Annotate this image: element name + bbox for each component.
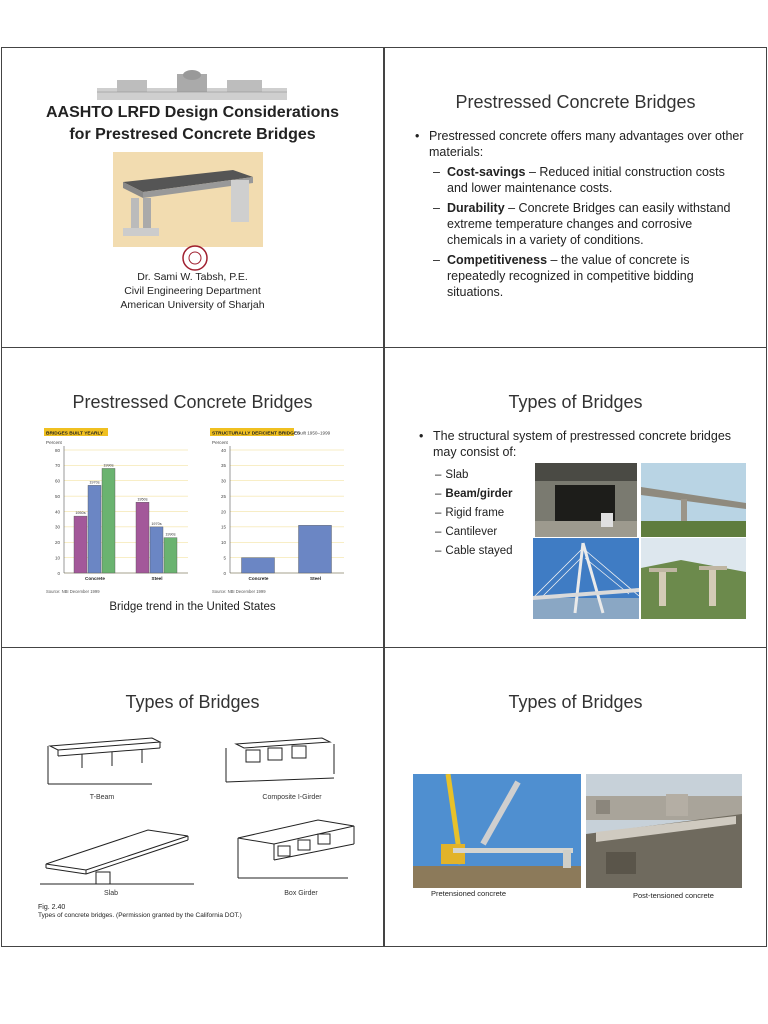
- pretensioned-photo: [413, 774, 581, 888]
- x-tick-label: Steel: [310, 576, 321, 581]
- bullet-list: [415, 128, 745, 300]
- y-tick-label: 30: [54, 524, 60, 530]
- box-girder-drawing: [228, 816, 358, 888]
- sub-bullet-durability: – Durability – Concrete Bridges can easily withstand extreme temperature changes and corrosive chemicals in a variety of conditions.: [433, 201, 731, 247]
- bridge-cover-image: [113, 152, 263, 247]
- slab-tunnel-photo: [535, 463, 637, 537]
- bar-steel-1950s: [136, 502, 149, 573]
- term-durability: Durability: [447, 201, 505, 215]
- post-tensioned-photo: [586, 774, 742, 888]
- chart-subtitle: Built 1950–1999: [297, 430, 331, 436]
- slide-title: Types of Bridges: [508, 392, 643, 412]
- list-item: – Slab: [435, 469, 469, 481]
- x-tick-label: Concrete: [85, 576, 105, 581]
- y-tick-label: 0: [57, 570, 60, 576]
- sub-text: – Reduced initial construction costs and lower maintenance costs.: [447, 165, 725, 195]
- bullet-text: Prestressed concrete offers many advantages over other materials:: [429, 129, 744, 159]
- y-tick-label: 10: [54, 555, 60, 561]
- author-block: [2, 270, 383, 312]
- title-line-1: AASHTO LRFD Design Considerations: [45, 104, 340, 121]
- item-label: Cable stayed: [445, 545, 513, 557]
- y-tick-label: 30: [220, 478, 226, 484]
- y-tick-label: 50: [54, 493, 60, 499]
- bar-concrete-1950s: [74, 516, 87, 573]
- chart-title: STRUCTURALLY DEFICIENT BRIDGES: [212, 431, 301, 437]
- sub-bullet-cost: – Cost-savings – Reduced initial construction costs and lower maintenance costs.: [433, 165, 725, 195]
- bullet-text: The structural system of prestressed concrete bridges may consist of:: [433, 429, 732, 459]
- beam-girder-photo: [641, 463, 746, 537]
- bar-label: 1990s: [165, 532, 176, 537]
- slide-title: [1, 47, 384, 348]
- box-girder-label: Box Girder: [284, 890, 318, 897]
- author-department: Civil Engineering Department: [124, 285, 261, 297]
- slide-bridge-trend: [1, 347, 384, 648]
- bar-label: 1970s: [89, 480, 100, 485]
- slide-types-figures: [1, 647, 384, 947]
- bar-concrete-1990s: [102, 468, 115, 573]
- t-beam-label: T-Beam: [89, 794, 115, 801]
- bullet-item: • The structural system of prestressed concrete bridges may consist of:: [419, 428, 739, 460]
- item-label: Rigid frame: [445, 507, 505, 519]
- figure-number: Fig. 2.40: [38, 904, 66, 911]
- y-tick-label: 15: [220, 524, 226, 530]
- chart-source: Source: NBI December 1999: [212, 589, 266, 594]
- y-tick-label: 40: [54, 509, 60, 515]
- bar-steel-deficient: [299, 525, 332, 573]
- bar-label: 1990s: [103, 463, 114, 468]
- bar-concrete-1970s: [88, 485, 101, 573]
- list-item: – Cantilever: [435, 526, 498, 538]
- t-beam-drawing: [42, 734, 162, 792]
- post-tensioned-caption: Post-tensioned concrete: [633, 891, 714, 900]
- chart-title: BRIDGES BUILT YEARLY: [46, 431, 104, 437]
- y-tick-label: 5: [223, 555, 226, 561]
- figure-caption: Types of concrete bridges. (Permission granted by the California DOT.): [38, 912, 242, 919]
- x-tick-label: Steel: [151, 576, 163, 581]
- university-seal-logo: [179, 245, 211, 271]
- university-skyline-graphic: [97, 70, 287, 100]
- slide-title: Types of Bridges: [125, 692, 260, 712]
- composite-i-girder-label: Composite I-Girder: [262, 794, 322, 801]
- title-line-2: for Prestresed Concrete Bridges: [69, 126, 316, 143]
- term-competitiveness: Competitiveness: [447, 253, 548, 267]
- author-university: American University of Sharjah: [120, 299, 265, 311]
- slide-title: Prestressed Concrete Bridges: [72, 392, 313, 412]
- chart-caption: Bridge trend in the United States: [109, 601, 276, 613]
- y-tick-label: 80: [54, 447, 60, 453]
- bullet-list: [419, 428, 739, 460]
- sub-text: – Concrete Bridges can easily withstand extreme temperature changes and corrosive chemicals in a variety of conditions.: [447, 201, 731, 247]
- slide-types-photos: [384, 647, 767, 947]
- bar-steel-1970s: [150, 527, 163, 573]
- slab-label: Slab: [103, 890, 118, 897]
- pretensioned-caption: Pretensioned concrete: [431, 889, 507, 898]
- bridge-type-list: [435, 466, 513, 561]
- y-axis-label: Percent: [46, 440, 62, 445]
- sub-bullet-competitiveness: – Competitiveness – the value of concrete is repeatedly recognized in competitive bidding situations.: [433, 253, 694, 299]
- bullet-item: • Prestressed concrete offers many advantages over other materials:: [415, 129, 744, 159]
- sub-text: – the value of concrete is repeatedly recognized in competitive bidding situations.: [447, 253, 694, 299]
- y-tick-label: 70: [54, 463, 60, 469]
- item-label: Cantilever: [445, 526, 498, 538]
- term-cost-savings: Cost-savings: [447, 165, 526, 179]
- y-tick-label: 20: [54, 540, 60, 546]
- slide-advantages: [384, 47, 767, 348]
- bar-steel-1990s: [164, 538, 177, 573]
- chart-source: Source: NBI December 1999: [46, 589, 100, 594]
- slide-title: Types of Bridges: [508, 692, 643, 712]
- bar-label: 1970s: [151, 521, 162, 526]
- y-tick-label: 0: [223, 570, 226, 576]
- y-tick-label: 60: [54, 478, 60, 484]
- list-item: – Cable stayed: [435, 545, 513, 557]
- slide-types-list: [384, 347, 767, 648]
- cable-stayed-photo: [533, 538, 639, 619]
- deficient-bridges-chart: [208, 426, 348, 601]
- bar-label: 1950s: [75, 511, 86, 516]
- list-item: – Rigid frame: [435, 507, 505, 519]
- presentation-title: [12, 102, 373, 146]
- x-tick-label: Concrete: [248, 576, 269, 581]
- y-axis-label: Percent: [212, 440, 228, 445]
- y-tick-label: 20: [220, 509, 226, 515]
- composite-i-girder-drawing: [222, 734, 342, 792]
- item-label: Slab: [445, 469, 469, 481]
- cantilever-photo: [641, 538, 746, 619]
- bar-concrete-deficient: [242, 558, 275, 573]
- bar-label: 1950s: [137, 497, 148, 502]
- y-tick-label: 25: [220, 493, 226, 499]
- bridges-built-chart: [42, 426, 192, 601]
- y-tick-label: 40: [220, 447, 226, 453]
- y-tick-label: 10: [220, 540, 226, 546]
- slide-title: Prestressed Concrete Bridges: [455, 92, 696, 112]
- slab-drawing: [38, 824, 198, 888]
- y-tick-label: 35: [220, 463, 226, 469]
- item-label: Beam/girder: [445, 488, 513, 500]
- list-item: – Beam/girder: [435, 488, 513, 500]
- author-name: Dr. Sami W. Tabsh, P.E.: [137, 271, 248, 283]
